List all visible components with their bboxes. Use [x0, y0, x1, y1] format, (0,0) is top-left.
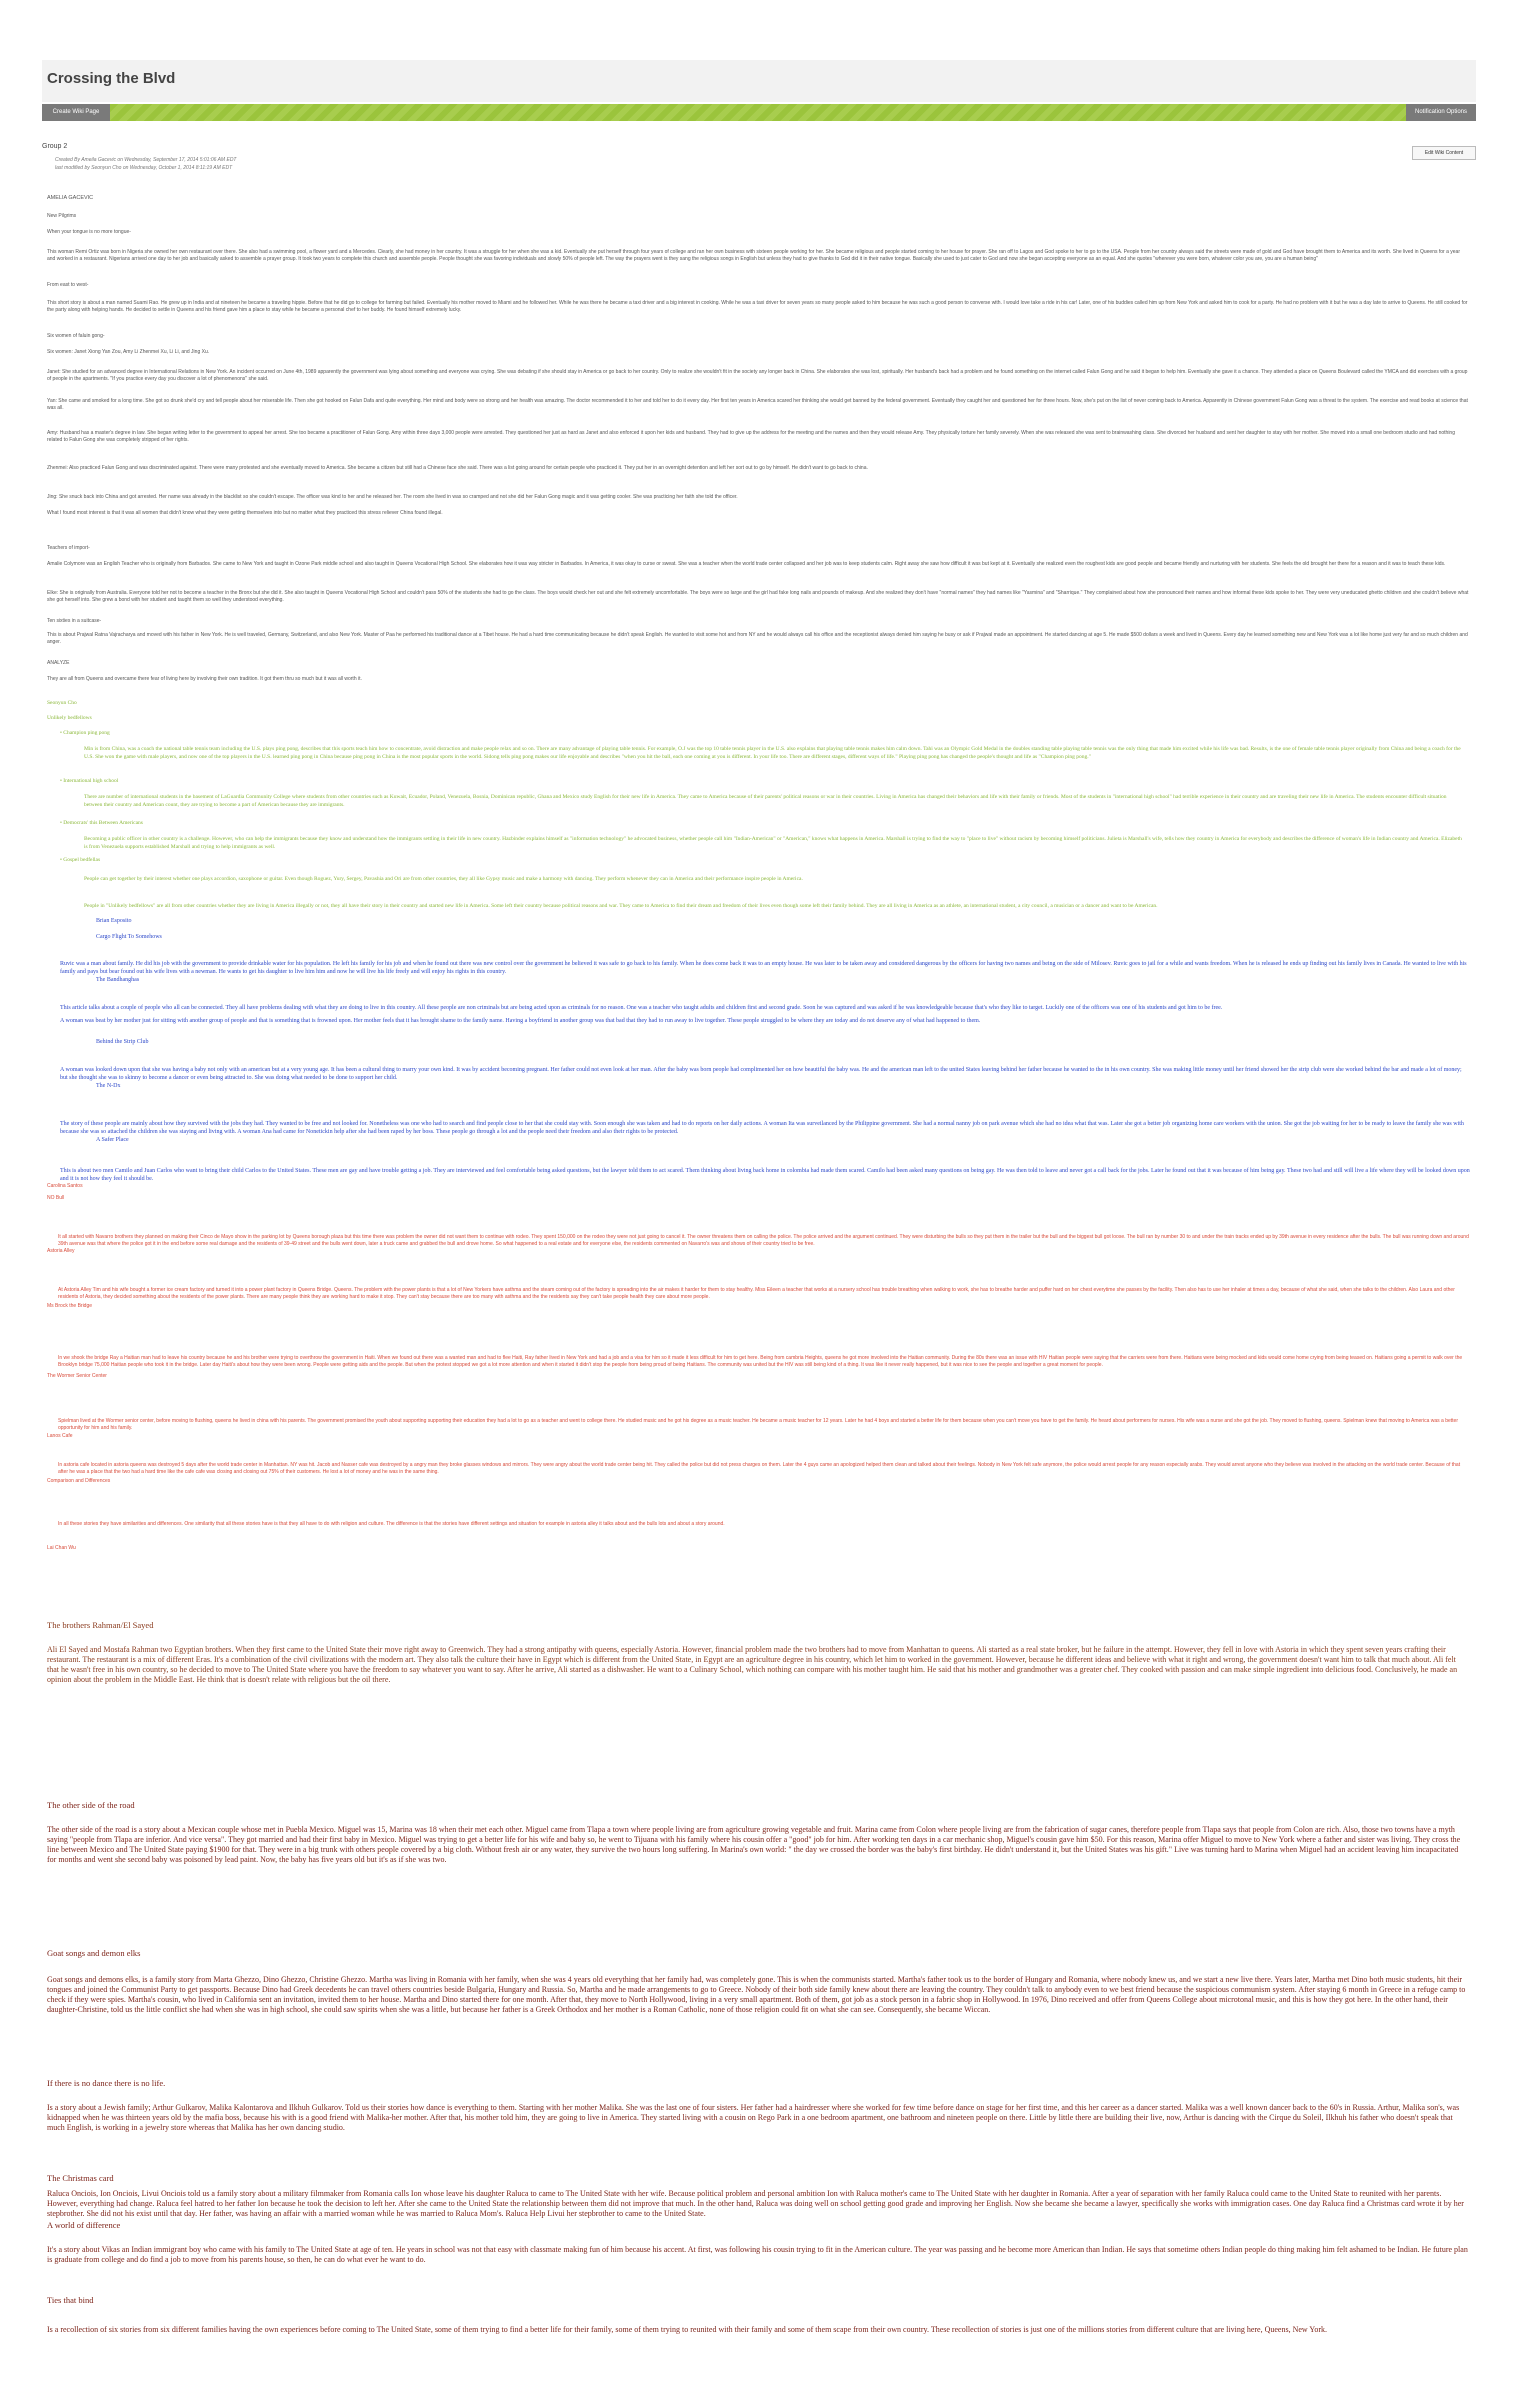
page-title: Crossing the Blvd [47, 70, 176, 87]
wiki-paragraph: The Bandhanghas [96, 977, 140, 983]
wiki-paragraph: Amalie Colymore was an English Teacher who is originally from Barbados. She came to New York and taught in Ozone Park middle school and also taught in Queens Vocational High School. She elaborates how it was way stricter in Barbados. In America, it was okay to curse or sweat. She was a teacher when the world trade center collapsed and her job was to keep students calm. Right away she saw how difficult it was but kept at it. Eventually she realized even the roughest kids are good people and became friendly and nurturing with her students. She feels the old brought her there for a reason and it was to teach these kids. [47, 561, 1446, 567]
wiki-paragraph: Becoming a public officer in other country is a challenge. However, who can help the immigrants because they know and understand how the immigrants settling in their life in new country. Hazbinder explains himself as "information technology" he advocated business, whether people call him "Indian-American" or "American," knows what happens in America. Marshall is trying to find the way to "place to live" without racism by becoming himself politicians. Julieta is Marshall's wife, tells how they country in America for everybody and describes the difference of woman's life in Indian country and America. Elizabeth is from Venezuela supports established Marshall and trying to help immigrants as well. [84, 836, 1462, 850]
wiki-paragraph: From east to west- [47, 282, 89, 288]
wiki-paragraph: In astoria cafe located in astoria queens was destroyed 5 days after the world trade center in Manhattan. NY was hit. Jacob and Nasser cafe was destroyed by a angry man they broke glasses windows and mirrors. They were angry about the world trade center being hit. They called the police but did not press charges on them. Later the 4 guys came an apologized helped them clean and talked about their feelings. Nobody in New York felt safe anymore, the police would arrest people for any reason especially arabs. They would arrest anyone who they believe was involved in the attacking on the world trade center. Because of that after he was a place that the two had a hard time like the cafe cafe was closing and closing out 75% of their customers. He lost a lot of money and he was in the same thing. [58, 1462, 1461, 1475]
wiki-paragraph: Lai Chan Wu [47, 1545, 76, 1551]
wiki-paragraph: In all these stories they have similarities and differences. One similarity that all these stories have is that they all have to do with religion and culture. The difference is that the stories have different settings and situation for example in astoria alley it talks about and the bulls lots and about a story around. [58, 1521, 725, 1527]
wiki-paragraph: Goat songs and demon elks [47, 1948, 141, 1958]
wiki-paragraph: A woman was looked down upon that she was having a baby not only with an american but at a very young age. It has been a cultural thing to marry your own kind. It was by accident becoming pregnant. Her father could not even look at her man. After the baby was born people had complimented her on how beautiful the baby was. He and the american man left to the united States leaving behind her father because he wanted to the in his own country. She was making little money until her friend showed her the strip club were she worked behind the bar and made a lot of money; but she thought she was to skinny to become a dancer or even being attracted to. She was doing what needed to be done to support her child. [60, 1067, 1462, 1081]
last-modified: last modified by Seonyun Cho on Wednesday, October 1, 2014 8:11:19 AM EDT [55, 165, 233, 171]
wiki-paragraph: AMELIA GACEVIC [47, 195, 94, 201]
created-by: Created By Ameila Gacevic on Wednesday, September 17, 2014 5:01:06 AM EDT [55, 157, 237, 163]
wiki-paragraph: This is about two men Camilo and Juan Carlos who want to bring their child Carlos to the United States. These men are gay and have trouble getting a job. They are interviewed and feel comfortable being asked questions, but the lawyer told them to act scared. Them thinking about living back home in colombia had made them scared. Camilo had been asked many questions on being gay. He was then told to leave and never got a call back for the jobs. Later he found out that it was because of him being gay. These two had and still will live a life where they will be looked down upon and it is not how they feel it should be. [60, 1168, 1470, 1182]
wiki-paragraph: Six women of faluin gong- [47, 333, 105, 339]
wiki-paragraph: Goat songs and demons elks, is a family story from Marta Ghezzo, Dino Ghezzo, Christine Ghezzo. Martha was living in Romania with her family, when she was 4 years old everything that her family had, was completely gone. This is when the communists started. Martha's father took us to the border of Hungary and Romania, where nobody knew us, and we start a new live there. Years later, Martha met Dino both music students, hit their tongues and joined the Communist Party to get passports. Because Dino had Greek decedents he can travel others countries beside Bulgaria, Hungary and Russia. So, Martha and he made arrangements to go to Greece. Nobody of their both side family knew about there are leaving the country. They couldn't talk to anybody even to we best friend because the suspicious communism system. After staying 6 month in Greece in a refuge camp to check if they were spies. Martha's cousin, who lived in California sent an invitation, invited them to her house. Martha and Dino started there for one month. After that, they move to North Hollywood, living in a very small apartment. Both of them, got job as a stock person in a fabric shop in Hollywood. In 1976, Dino received and offer from Queens College about microtonal music, and this is how they got here. In the other hand, their daughter-Christine, told us the little conflict she had when she was in high school, she could saw spirits when she was a little, but because her father is a Greek Orthodox and her mother is a Roman Catholic, none of those religion could fit on what she can see. Consequently, she became Wiccan. [47, 1975, 1466, 2014]
notification-options-button[interactable]: Notification Options [1406, 104, 1476, 121]
wiki-paragraph: Ten sixties in a suitcase- [47, 618, 102, 624]
wiki-paragraph: Janet: She studied for an advanced degree in International Relations in New York. An incident occurred on June 4th, 1989 apparently the government was lying about something and everyone was crying. She was debating if she should stay in America or go back to her country. Only to realize she wouldn't fit in the society any longer back in China. She elaborates she was lost, spiritually. Her husband's back had a problem and he found something on the internet called Falun Gong and he said it began to help him. Eventually she gave it a chance. They attended a place on Queens Boulevard called the YMCA and did exercises with a group of people in the apartments. "If you practice every day you discover a lot of phenomenons" she said. [47, 369, 1468, 382]
wiki-paragraph: This woman Remi Ortiz was born in Nigeria she owned her own restaurant over there. She also had a swimming pool, a flower yard and a Mercedes. Clearly, she had money in her country. It was a struggle for her when she was a kid. Eventually she put herself through four years of college and ran her own business with sixteen people working for her. She became religious and people started coming to her house for prayer. She ran off to Lagos and God spoke to her to go to the USA. People from her country always said the streets were made of gold and God have brought them to America and its worth. She lived in Queens for a year and worked in a restaurant. Nigerians arrived one day to her job and basically asked to assemble a prayer group. It took two years to complete this church and assemble people. People thought she was favoring individuals and slowly 50% of people left. The way the prayers went is they sang the religious songs in English but unless they had to give thanks to God did it in their native tongue. Basically she used to just cater to God and now she began accepting everyone as an equal. And she quotes "wherever you were born, whatever color you are, you are a human being" [47, 249, 1460, 262]
wiki-paragraph: What I found most interest is that it was all women that didn't know what they were getting themselves into but no matter what they practiced this stress reliever China found illegal. [47, 510, 443, 516]
wiki-paragraph: The story of these people are mainly about how they survived with the jobs they had. They wanted to be free and not looked for. Nonetheless was one who had to search and find people close to her that she could stay with. Soon enough she was taken and had to do reports on her daily actions. A woman Ita was surveilanced by the Philippine government. She had a normal nanny job on park avenue which she had no idea what that was. Later she got a better job organizing home care workers with the union. She got the job waiting for her to be ready to leave the family she was with because she was so attached the children she was staying and living with. A woman Ana had came for Nonetickin help after she had been raped by her boss. These people go through a lot and the people need their freedom and also their rights to be protected. [60, 1121, 1464, 1135]
wiki-paragraph: The N-Dx [96, 1083, 121, 1089]
wiki-paragraph: The other side of the road [47, 1800, 135, 1810]
wiki-paragraph: Raluca Onciois, Ion Onciois, Livui Onciois told us a family story about a military filmmaker from Romania calls Ion whose leave his daughter Raluca to came to The United State with her wife. Because political problem and personal ambition Ion with Raluca mother's came to The United State with her daughter in Romania. After a year of separation with her family Raluca could came to the United State to reunited with her parents. However, everything had change. Raluca feel hatred to her father Ion because he took the decision to left her. After she came to the United State the relationship between them did not improve that much. In the other hand, Raluca was doing well on school getting good grade and improving her English. Now she became she became a lawyer, specifically she works with immigration cases. One day Raluca find a Christmas card wrote it by her stepbrother. She did not his exist until that day. Her father, was having an affair with a married woman while he was married to Raluca Mom's. Raluca Help Livui her stepbrother to came to the United State. [47, 2189, 1464, 2218]
wiki-paragraph: People can get together by their interest whether one plays accordion, saxophone or guitar. Even though Roguez, Yury, Sergey, Pavashia and Ori are from other countries, they all like Gypsy music and make a harmony with dancing. They perform whenever they can in America and their performance inspire people in America. [84, 876, 803, 882]
wiki-paragraph: Unlikely bedfellows [47, 715, 92, 721]
wiki-paragraph: A world of difference [47, 2220, 121, 2230]
wiki-paragraph: There are number of international students in the basement of LaGuardia Community College where students from other countries such as Kuwait, Ecuador, Poland, Venezuela, Bosnia, Dominican republic, Ghana and Mexico study English for their new life in America. They came to America because of their parents' political reasons or war in their countries. Living in America has changed their behaviors and life with their family or friends. Most of the students in "international high school" had terrible experience in their country and are traveling their new life in America. The students encounter difficult situation between their country and American count, they are trying to become a part of American because they are immigrants. [84, 794, 1447, 808]
wiki-paragraph: • International high school [60, 778, 119, 784]
wiki-paragraph: This is about Prajwal Ratna Vajracharya and moved with his father in New York. He is well traveled, Germany, Switzerland, and also New York. Master of Paa he performed his traditional dance at a Tibet house. He had a hard time communicating because he didn't speak English. He wanted to visit some hot and from NY and he would always call his office and the receptionist always denied him saying he busy or ask if Prajwal made an appointment. He started dancing at age 5. He made $500 dollars a week and lived in Queens. Every day he learned something new and New York was a lot like home just very far and so much children and anger. [47, 632, 1468, 645]
wiki-paragraph: Ms Brock the Bridge [47, 1303, 93, 1309]
wiki-paragraph: A Safer Place [96, 1137, 129, 1143]
wiki-paragraph: Comparison and Differences [47, 1478, 111, 1484]
wiki-paragraph: When your tongue is no more tongue- [47, 229, 131, 235]
wiki-paragraph: A woman was beat by her mother just for sitting with another group of people and that is something that is frowned upon. Her mother feels that it has brought shame to the family name. Having a boyfriend in another group was that bad that they had to run away to live together. These people struggled to be where they are today and do not deserve any of what had happened to them. [60, 1018, 981, 1024]
wiki-paragraph: Ali El Sayed and Mostafa Rahman two Egyptian brothers. When they first came to the United State their move right away to Greenwich. They had a strong antipathy with queens, especially Astoria. However, financial problem made the two brothers had to move from Manhattan to queens. Ali started as a real state broker, but he failure in the attempt. However, they fell in love with Astoria in which they spent seven years crafting their restaurant. The restaurant is a mix of different Eras. It's a combination of the civil civilizations with the modern art. They also talk the culture their have in Egypt which is different from the United State, in Egypt are an agriculture degree in his country, which let him to worked in the government. However, because he different ideas and believe with what it right and wrong, the government doesn't want him to talk that much about. Ali felt that he wasn't free in his own country, so he decided to move to The United State where you have the freedom to say whatever you want to say. After he arrive, Ali started as a dishwasher. He want to a Culinary School, which nothing can compare with his mother taught him. He said that his mother and grandmother was a greater chef. They cooked with passion and can make simple ingredient into delicious food. Conclusively, he made an opinion about the problem in the Middle East. He think that is doesn't relate with religious but the oil there. [47, 1645, 1458, 1684]
wiki-paragraph: Ruvic was a man about family. He did his job with the government to provide drinkable water for his population. He left his family for his job and when he found out there was new control over the government he believed it was safe to go back to his family. When he does come back it was to an empty house. He was later to be taken away and considered dangerous by the officers for having two names and being on the side of Milosev. Ruvic goes to jail for a while and wants freedom. When he is released he ends up finding out his family lives in Canada. He wanted to live with his family and pays but bear found out his wife lives with a newman. He wants to get his daughter to live him him and now he will live his life freely and will enjoy his rights in this country. [60, 961, 1467, 975]
wiki-paragraph: People in "Unlikely bedfellows" are all from other countries whether they are living in America illegally or not, they all have their story in their country and started new life in America. Some left their country because political reasons and war. They came to America to find their dream and freedom of their lives even though some left their family behind. They are all living in America as an athlete, an international student, a city council, a musician or a dancer and want to be American. [84, 903, 1158, 909]
wiki-paragraph: Behind the Strip Club [96, 1039, 149, 1045]
wiki-paragraph: Jing: She snuck back into China and got arrested. Her name was already in the blacklist so she couldn't escape. The officer was kind to her and he released her. The room she lived in was so cramped and not she did her Falun Gong magic and it was getting cooler. She was practicing her faith she told the officer. [47, 494, 738, 500]
wiki-paragraph: Is a recollection of six stories from six different families having the own experiences before coming to The United State, some of them trying to find a better life for their family, some of them trying to reunited with their family and some of them scape from their own country. These recollection of stories is just one of the millions stories from different culture that are living here, Queens, New York. [47, 2325, 1328, 2334]
wiki-paragraph: Zhenmei: Also practiced Falun Gong and was discriminated against. There were many protested and she eventually moved to America. She became a citizen but still had a Chinese face she said. There was a list going around for certain people who practiced it. They put her in an overnight detention and left her sort out to go by himself. He didn't want to go back to china. [47, 465, 868, 471]
wiki-paragraph: It's a story about Vikas an Indian immigrant boy who came with his family to The United State at age of ten. He years in school was not that easy with classmate making fun of him because his accent. At first, was following his cousin trying to fit in the American culture. The year was passing and he become more American than Indian. He says that sometime others Indian people do thing making him felt ashamed to be Indian. He future plan is graduate from college and do find a job to move from his parents house, so then, he can do what ever he want to do. [47, 2245, 1468, 2264]
wiki-paragraph: At Astoria Alley Tim and his wife bought a former ice cream factory and turned it into a power plant factory in Queens Bridge. Queens. The problem with the power plants is that a lot of New Yorkers have asthma and the steam coming out of the factory is spreading into the air makes it harder for them to stay healthy. Miss Eileen a teacher that works at a nursery school has trouble breathing when walking to work, she has to breathe harder and puffer hard on her chest everytime she passes by the facility. Then also has to use her inhaler at times a day, because of what she said, when she talks to the children. Also Laura and other residents of Astoria, they decided something about the residents of the power plants. There are many people think they are working hard to make it stop. They can't stay because there are too many with asthma and the the residents say they can't take people health they care about more people. [58, 1287, 1455, 1300]
wiki-paragraph: This short story is about a man named Suami Rao. He grew up in India and at nineteen he became a traveling hippie. Before that he did go to college for farming but failed. Eventually his mother moved to Miami and he followed her. While he was there he became a taxi driver and a big interest in cooking. While he was a taxi driver for seven years so many people asked to him because he was such a good person to converse with. I would love take a ride in his car! Later, one of his buddies called him up from New York and asked him to cook for a party. He had no problem with it but he was a day late to arrive to Queens. He still cooked for the party along with helping hands. He decided to settle in Queens and his friend gave him a place to stay while he became a personal chef to her buddy. He found himself extremely lucky. [47, 300, 1468, 313]
nav-bar [42, 104, 1476, 121]
wiki-paragraph: The Christmas card [47, 2173, 114, 2183]
create-wiki-page-button[interactable]: Create Wiki Page [42, 104, 110, 121]
wiki-paragraph: If there is no dance there is no life. [47, 2078, 166, 2088]
wiki-paragraph: Six women: Janet Xiong Yan Zou, Amy Li Zhenmei Xu, Li Li, and Jing Xu. [47, 349, 210, 355]
wiki-paragraph: Is a story about a Jewish family; Arthur Gulkarov, Malika Kalontarova and Ilkhuh Gulkarov. Told us their stories how dance is everything to them. Starting with her mother Malika. She was the last one of four sisters. Her father had a hairdresser where she worked for few time before dance on stage for her first time, and this her career as a dancer started. Malika was a well known dancer back to the 60's in Russia. Arthur, Malika son's, was kidnapped when he was thirteen years old by the mafia boss, because his with is a good friend with Malika-her mother. After that, his mother told him, they are going to live in America. They started living with a cousin on Rego Park in a one bedroom apartment, one bathroom and nineteen people on there. Little by little there are building their live, now, Arthur is dancing with the Cirque du Soleil, Ilkhuh his father who doesn't speak that much English, is working in a jewelry store whereas that Malika has her own dancing studio. [47, 2103, 1460, 2132]
wiki-paragraph: Min is from China, was a coach the national table tennis team including the U.S. plays ping pong, describes that this sports teach him how to concentrate, avoid distraction and make people relax and so on. There are many advantage of playing table tennis. For example, O.J was the top 10 table tennis player in the U.S. also explains that playing table tennis makes him calm down. Tahi was an Olympic Gold Medal in the doubles standing table playing table tennis was the only thing that made him excited while his life was bad. Results, is the one of female table tennis player originally from China and being a coach for the U.S. She won the game with male players, and now one of the top players in the U.S. learned ping pong in China because ping pong in China is the most popular sports in the world. Sidong tells ping pong makes our life enjoyable and describes "when you hit the ball, each one coming at you is different. In your life too. There are different stages, different ways of life." Playing ping pong has changed the people's thought and life as "Champion ping pong." [84, 746, 1461, 760]
edit-wiki-content-button[interactable]: Edit Wiki Content [1412, 146, 1476, 160]
wiki-paragraph: In we shook the bridge Ray a Haitian man had to leave his country because he and his brother were trying to overthrow the government in Haiti. When we found out there was a wanted man and had to flee Haiti, Ray father lived in New York and had a job and a visa for him so it made it less difficult for him to get here. Being from cambria Heights, queens he got more involved into the Haitian community. During the 80s there was an issue with HIV Haitian people were saying that the carriers were from there. Haitians were being mocked and kids would come home crying from being teased on. Haitians going a permit to walk over the Brooklyn bridge 75,000 Haitian people who took it in the bridge. Later day Haiti's about how they were been wrong. People were getting aids and the people. But when the protest stopped we got a lot more attention and when it started it didn't stop the people from being proud of being Haitians. The community was united but the HIV was still being kind of a thing. It was like it never really happened, but it was nice to see the people and together a great moment for people. [58, 1355, 1463, 1368]
wiki-paragraph: New Pilgrims [47, 213, 77, 219]
wiki-paragraph: The Wormer Senior Center [47, 1373, 107, 1379]
wiki-paragraph: Cargo Flight To Somehows [96, 934, 162, 940]
wiki-paragraph: • Champion ping pong [60, 730, 110, 736]
wiki-paragraph: Brian Esposito [96, 918, 132, 924]
wiki-paragraph: • Democrats' this Between Americans [60, 820, 143, 826]
wiki-paragraph: The other side of the road is a story about a Mexican couple whose met in Puebla Mexico. Miguel was 15, Marina was 18 when their met each other. Miguel came from Tlapa a town where people living are from agriculture growing vegetable and fruit. Marina came from Colon where people living are from the fabrication of sugar canes, therefore people from Tlapa says that people from Colon are rich. Also, those two towns have a myth saying "people from Tlapa are inferior. And vice versa". They got married and had their first baby in Mexico. Miguel was trying to get a better life for his wife and baby so, he went to Tijuana with his family where his cousin offer a "good" job for him. After working ten days in a car mechanic shop, Miguel's cousin gave him $50. For this reason, Marina offer Miguel to move to New York where a father and sister was living. They cross the line between Mexico and The United State paying $1900 for that. They were in a big trunk with others people covered by a big cloth. Without fresh air or any water, they survive the two hours long suffering. In Marina's own world: " the day we crossed the border was the baby's first birthday. He didn't understand it, but the United States was his gift." Live was turning hard to Marina when Miguel had an accident leaving him incapacitated for months and went she second baby was poisoned by lead paint. Now, the baby has five years old but it's as if she was two. [47, 1825, 1461, 1864]
wiki-paragraph: Amy: Husband has a master's degree in law. She began writing letter to the government to appeal her arrest. She too became a practitioner of Falun Gong. Amy within three days 3,000 people were arrested. They questioned her just as hard as Janet and also enforced it upon her kids and husband. They had to give up the address for the meeting and the names and then they would release Amy. They physically torture her family severely. When she was released she was sent to brainwashing class. She divorced her husband and sent her daughter to stay with her mother. She moved into a small one bedroom studio and had nothing related to Falun Gong she was completely stripped of her rights. [47, 430, 1455, 443]
wiki-paragraph: It all started with Navarro brothers they planned on making their Cinco de Mayo show in the parking lot by Queens borough plaza but this time there was problem the owner did not want them to continue with rodeo. They spent 150,000 on the rodeo they were not just going to cancel it. The owner threatens them on calling the police. The police arrived and the argument continued. They were disturbing the bulls so they put them in the trailer but the bull and the biggest bull got loose. The bull ran by number 30 to and under the train tracks ended up by 39th avenue in every residence after the bulls. The bull was running down and around 39th avenue was that where the police got it in the end before some real damage and the residents of 39-49 street and the bulls went down, later a truck came and grabbed the bull and drove home. So what happened to a real estate and for everyone else, the residents commented on Navarro's was and shows of their country tried to be free. [58, 1234, 1469, 1247]
wiki-paragraph: Yan: She came and smoked for a long time. She got so drunk she'd cry and tell people about her miserable life. Then she got hooked on Falun Dafa and quite everything. Her mind and body were so strong and her health was amazing. The doctor recommended it to her and told her to do it every day. Her first ten years in America scared her thinking she would get banned by the federal government. Eventually they caught her and questioned her for three hours. Now, she's put on the list of never coming back to America. Apparently in Chinese government Falun Gong was a threat to the system. The exercise and read books at science that was all. [47, 398, 1468, 411]
wiki-paragraph: Carolina Santos [47, 1183, 83, 1189]
wiki-paragraph: Ties that bind [47, 2295, 94, 2305]
wiki-paragraph: ANALYZE [47, 660, 70, 666]
title-bar [42, 60, 1476, 102]
wiki-paragraph: Astoria Alley [47, 1248, 75, 1254]
wiki-paragraph: Elke: She is originally from Australia. Everyone told her not to become a teacher in the Bronx but she did it. She also taught in Queens Vocational High School and couldn't pass 50% of the students she had to go the class. The boys would check her out and she felt extremely uncomfortable. The boys were so large and the girl had fake long nails and pounds of makeup. And she realized they don't have "normal names" they had names like "Yasmina" and "Sharrique." They complained about how she pronounced their names and how informal these kids spoke to her. They were very uneducated ghetto children and she couldn't believe what she got herself into. She grew a bond with her student and taught them so well they understood everything. [47, 590, 1469, 603]
wiki-paragraph: • Gospel bedfellas [60, 857, 101, 863]
wiki-paragraph: The brothers Rahman/El Sayed [47, 1620, 154, 1630]
wiki-paragraph: Seonyun Cho [47, 700, 77, 706]
wiki-paragraph: Teachers of import- [47, 545, 90, 551]
wiki-paragraph: Lanos Cafe [47, 1433, 73, 1439]
wiki-paragraph: This article talks about a couple of people who all can be connected. They all have problems dealing with what they are doing to live in this country. All these people are non criminals but are being acted upon as criminals for no reason. One was a teacher who taught adults and children first and second grade. Soon he was captured and was asked if he was knowledgeable because that's who they like to target. Luckily one of the officers was one of his students and got him to be free. [60, 1005, 1223, 1011]
wiki-paragraph: NO Bull [47, 1195, 65, 1201]
wiki-paragraph: They are all from Queens and overcame there fear of living here by involving their own tradition. It got them thru so much but it was all worth it. [47, 676, 362, 682]
wiki-paragraph: Spielman lived at the Wormer senior center, before moving to flushing, queens he lived in china with his parents. The government promised the youth about supporting supporting their education they had a lot to go as a teacher and went to college there. He studied music and he got his degree as a music teacher. He became a music teacher for 12 years. Later he had 4 boys and started a better life for them because when you can't move you have to get the family. He heard about performers for nurses. His wife was a nurse and she got the job. They moved to flushing, queens. Spielman knew that moving to America was a better opportunity for him and his family. [58, 1418, 1458, 1431]
group-label: Group 2 [42, 143, 68, 150]
